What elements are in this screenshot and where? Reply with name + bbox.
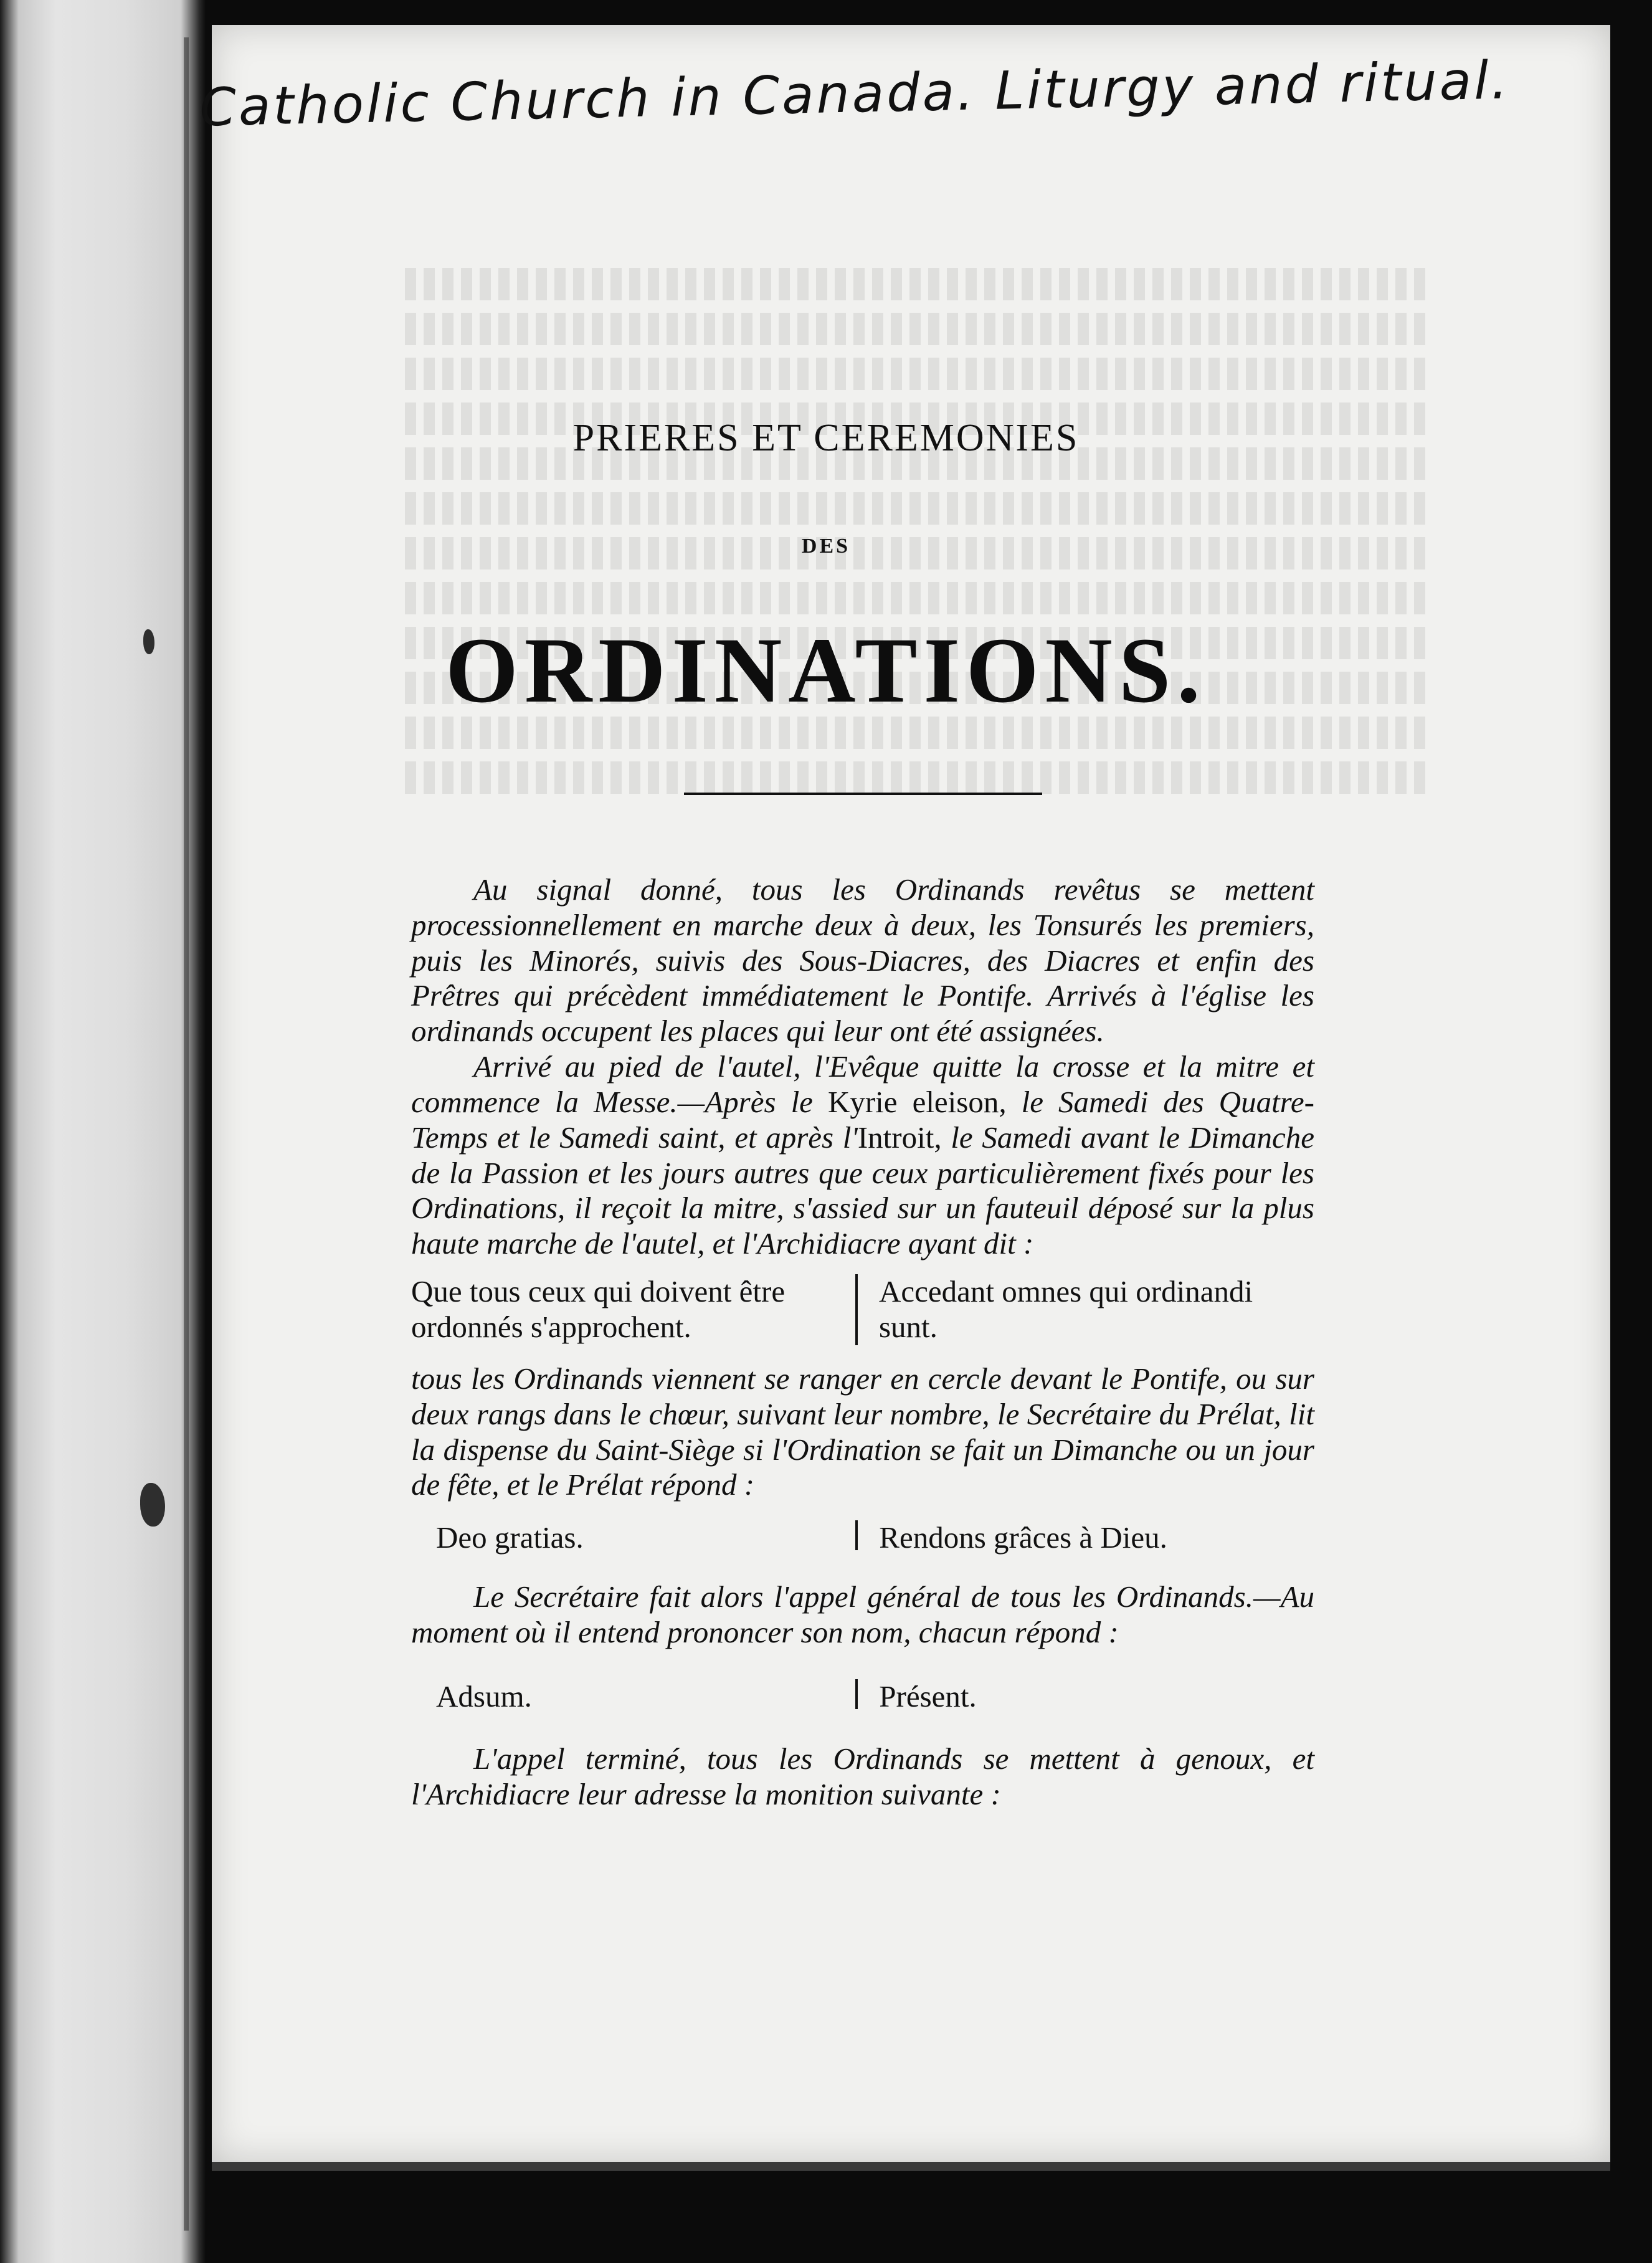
bleed-through-text (405, 268, 1433, 860)
paragraph-2-introit: Introit (857, 1120, 934, 1155)
dialogue-3-latin: Adsum. (436, 1679, 532, 1713)
handwritten-catalog-note: Catholic Church in Canada. Liturgy and ritual. (199, 49, 1511, 138)
dialogue-1-latin: Accedant omnes qui ordinandi sunt. (878, 1274, 1253, 1344)
dialogue-2 (411, 1520, 1314, 1556)
paragraph-4-block (411, 1579, 1314, 1651)
dialogue-1 (411, 1274, 1314, 1345)
dialogue-2-french: Rendons grâces à Dieu. (879, 1520, 1167, 1555)
paragraph-2-text-c: , le Samedi avant le Dimanche de la Passion et les jours autres que ceux particulièrement fixés pour les Ordinations, il reçoit la mitre, s'assied sur un fauteuil déposé sur la plus haute marche de l'autel, et l'Archidiacre ayant dit : (411, 1120, 1314, 1261)
dialogue-2-latin: Deo gratias. (436, 1520, 584, 1555)
intro-text (411, 872, 1314, 1262)
column-separator (855, 1520, 858, 1550)
title-line-2: DES (801, 535, 851, 558)
paragraph-1: Au signal donné, tous les Ordinands revêtus se mettent processionnellement en marche deux à deux, les Tonsurés les premiers, puis les Minorés, suivis des Sous-Diacres, des Diacres et enfin des Prêtres qui précèdent immédiatement le Pontife. Arrivés à l'église les ordinands occupent les places qui leur ont été assignées. (411, 872, 1314, 1049)
binding-gutter (0, 0, 206, 2263)
paragraph-2-kyrie: Kyrie eleison (827, 1084, 999, 1119)
page-bottom-edge (212, 2162, 1610, 2171)
column-separator (855, 1274, 858, 1345)
column-separator (855, 1679, 858, 1709)
paragraph-2 (411, 1049, 1314, 1262)
paragraph-5-block (411, 1741, 1314, 1813)
dialogue-1-french: Que tous ceux qui doivent être ordonnés s'approchent. (411, 1274, 786, 1344)
main-title: ORDINATIONS. (445, 619, 1207, 722)
dialogue-3 (411, 1679, 1314, 1715)
paragraph-4: Le Secrétaire fait alors l'appel général de tous les Ordinands.—Au moment où il entend prononcer son nom, chacun répond : (411, 1579, 1314, 1649)
paragraph-3: tous les Ordinands viennent se ranger en cercle devant le Pontife, ou sur deux rangs dans le chœur, suivant leur nombre, le Secrétaire du Prélat, lit la dispense du Saint-Siège si l'Ordination se fait un Dimanche ou un jour de fête, et le Prélat répond : (411, 1361, 1314, 1502)
paragraph-2-text-a: Arrivé au pied de l'autel, l'Evêque quitte la crosse et la mitre et commence la Messe.—Après le (411, 1049, 1314, 1119)
title-line-1: PRIERES ET CEREMONIES (572, 417, 1080, 459)
paragraph-5: L'appel terminé, tous les Ordinands se mettent à genoux, et l'Archidiacre leur adresse la monition suivante : (411, 1741, 1314, 1811)
dialogue-3-french: Présent. (879, 1679, 977, 1713)
binding-fold (184, 37, 189, 2231)
title-rule (684, 793, 1042, 795)
paragraph-3-block (411, 1361, 1314, 1503)
paragraph-2-text-b: , le Samedi des Quatre-Temps et le Samedi saint, et après l' (411, 1084, 1315, 1155)
